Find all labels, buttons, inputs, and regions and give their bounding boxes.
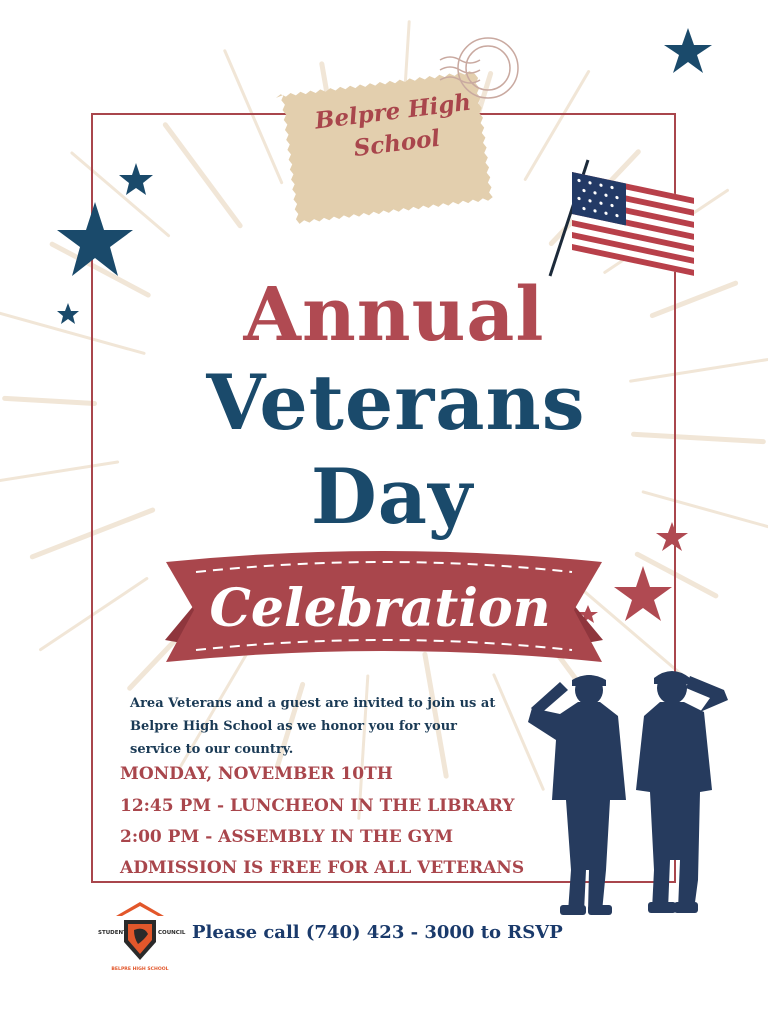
student-council-logo (94, 894, 186, 984)
logo-left-text: STUDENT (98, 930, 127, 936)
event-date: MONDAY, NOVEMBER 10TH (120, 764, 393, 784)
invitation-line: Belpre High School as we honor you for your (130, 719, 458, 734)
rsvp-line: Please call (740) 423 - 3000 to RSVP (192, 922, 563, 943)
invitation-text (130, 692, 515, 761)
assembly-time: 2:00 PM - ASSEMBLY IN THE GYM (120, 827, 454, 847)
star-icon (614, 566, 672, 621)
ribbon-label: Celebration (209, 578, 551, 639)
title-veterans: Veterans (206, 358, 586, 447)
logo-right-text: COUNCIL (158, 930, 186, 936)
american-flag-icon (550, 160, 694, 276)
admission-note: ADMISSION IS FREE FOR ALL VETERANS (120, 858, 525, 878)
title-day: Day (310, 452, 474, 541)
invitation-line: Area Veterans and a guest are invited to join us at (130, 696, 496, 711)
stamp-line-2: School (352, 124, 442, 163)
luncheon-time: 12:45 PM - LUNCHEON IN THE LIBRARY (120, 796, 515, 816)
star-icon (664, 28, 712, 73)
saluting-soldiers-silhouette (528, 671, 728, 915)
star-icon (119, 163, 153, 195)
star-icon (57, 202, 133, 276)
title-annual: Annual (243, 272, 545, 358)
invitation-line: service to our country. (130, 742, 294, 757)
logo-bottom-text: BELPRE HIGH SCHOOL (111, 967, 169, 972)
stamp-line-1: Belpre High (313, 88, 473, 135)
